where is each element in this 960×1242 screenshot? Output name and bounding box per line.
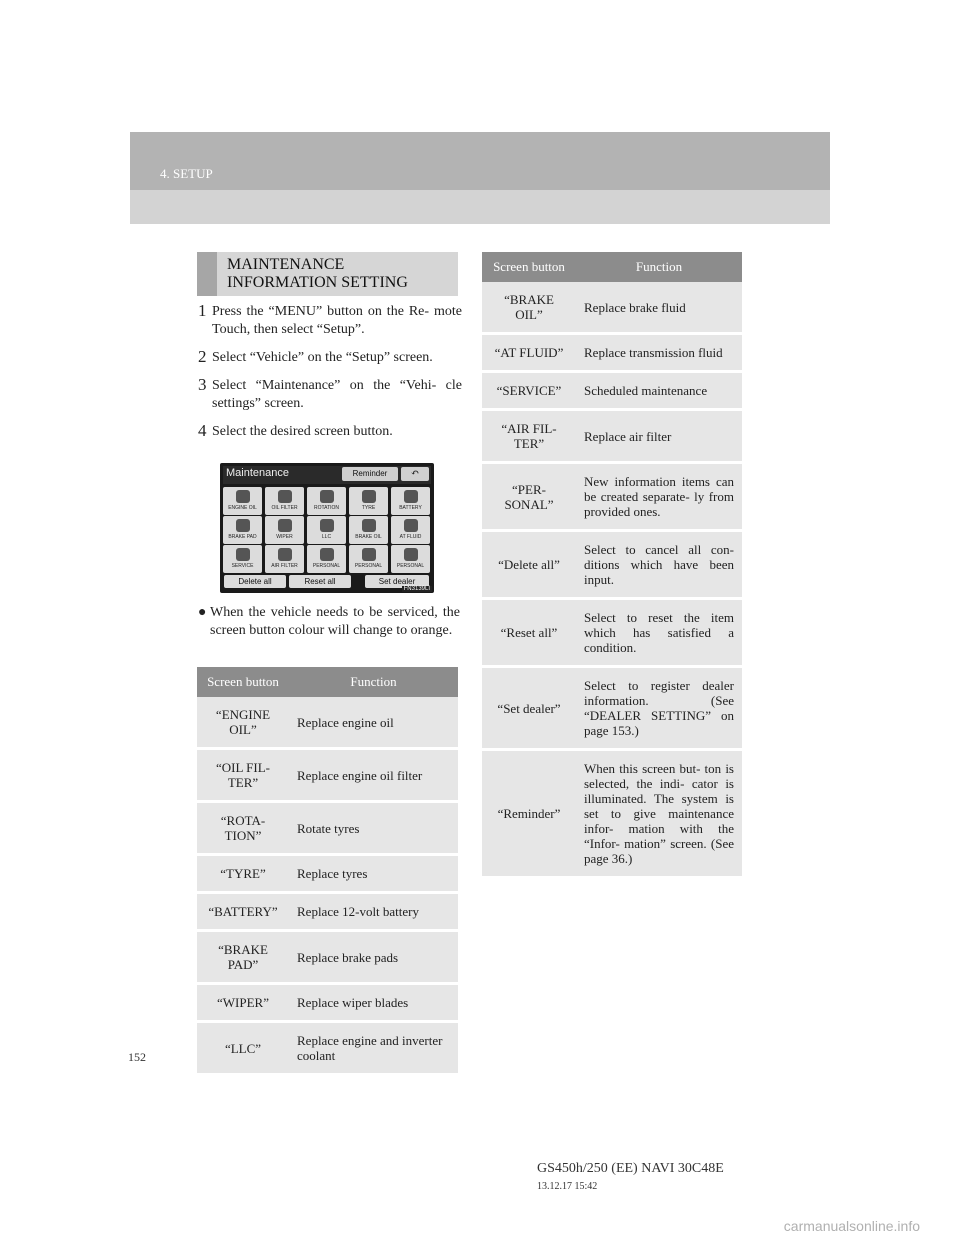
battery-icon [404,490,418,503]
watermark: carmanualsonline.info [783,1218,920,1234]
engine-oil-icon [236,490,250,503]
table-row [197,985,458,1023]
screen-button: BRAKE OIL [349,516,388,544]
button-cell: “TYRE” [197,856,289,894]
function-cell: Select to register dealer information. (See “DEALER SETTING” on page 153.) [576,668,742,751]
button-cell: “AIR FIL- TER” [482,411,576,464]
function-table-2 [482,252,742,879]
back-arrow-icon: ↶ [401,467,429,481]
step-text: Select “Vehicle” on the “Setup” screen. [212,350,433,365]
screen-reminder-button: Reminder [342,467,398,481]
image-code: FN3139LI [403,586,430,592]
section-title: MAINTENANCE INFORMATION SETTING [227,256,408,291]
screen-button: BATTERY [391,487,430,515]
screen-set-dealer: Set dealer [365,575,429,588]
llc-icon [320,519,334,532]
function-cell: New information items can be created separate- ly from provided ones. [576,464,742,532]
function-table-1 [197,667,458,1076]
header-function: Function [289,667,458,697]
screen-title: Maintenance [226,467,289,479]
screen-button: BRAKE PAD [223,516,262,544]
step-number: 4 [198,421,207,440]
screen-reset-all: Reset all [289,575,351,588]
step-text: Select “Maintenance” on the “Vehi- cle settings” screen. [212,378,462,411]
button-cell: “ENGINE OIL” [197,697,289,750]
step-number: 2 [198,347,207,366]
header-band [130,132,830,190]
personal-icon [362,548,376,561]
button-cell: “LLC” [197,1023,289,1076]
section-label: 4. SETUP [160,166,213,181]
screen-button: SERVICE [223,545,262,573]
button-cell: “BRAKE OIL” [482,282,576,335]
step-number: 1 [198,301,207,320]
table-header-row [482,252,742,282]
function-cell: Replace air filter [576,411,742,464]
screen-button: LLC [307,516,346,544]
air-filter-icon [278,548,292,561]
function-cell: Replace wiper blades [289,985,458,1023]
function-cell: Replace 12-volt battery [289,894,458,932]
section-title-box [197,252,458,296]
step-text: Press the “MENU” button on the Re- mote Touch, then select “Setup”. [212,304,462,337]
button-cell: “WIPER” [197,985,289,1023]
wrench-icon [236,548,250,561]
screen-button: AT FLUID [391,516,430,544]
tyre-icon [362,490,376,503]
table-row [197,697,458,750]
table-row [197,932,458,985]
brake-pad-icon [236,519,250,532]
screen-button: ROTATION [307,487,346,515]
function-cell: Scheduled maintenance [576,373,742,411]
function-cell: When this screen but- ton is selected, the indi- cator is illuminated. The system is set to give maintenance infor- mation with the “Infor- mation” screen. (See page 36.) [576,751,742,879]
steps-list [198,303,462,451]
button-cell: “BATTERY” [197,894,289,932]
button-cell: “AT FLUID” [482,335,576,373]
table-row [197,803,458,856]
table-row [482,373,742,411]
screen-button: TYRE [349,487,388,515]
step-3 [198,377,462,413]
function-cell: Replace engine oil [289,697,458,750]
button-cell: “Set dealer” [482,668,576,751]
function-cell: Rotate tyres [289,803,458,856]
bullet-icon: ● [198,605,207,620]
at-fluid-icon [404,519,418,532]
brake-oil-icon [362,519,376,532]
screen-button: PERSONAL [349,545,388,573]
header-function: Function [576,252,742,282]
button-cell: “Delete all” [482,532,576,600]
screen-button: PERSONAL [391,545,430,573]
screen-button: AIR FILTER [265,545,304,573]
table-row [197,894,458,932]
function-cell: Select to reset the item which has satisfied a condition. [576,600,742,668]
table-row [482,532,742,600]
function-cell: Replace tyres [289,856,458,894]
section-title-bar [197,252,217,296]
function-cell: Replace transmission fluid [576,335,742,373]
table-row [482,282,742,335]
screen-button: OIL FILTER [265,487,304,515]
step-2 [198,349,462,367]
function-cell: Replace engine oil filter [289,750,458,803]
header-subband [130,190,830,224]
note [198,604,460,640]
function-cell: Replace brake pads [289,932,458,985]
button-cell: “Reset all” [482,600,576,668]
rotation-icon [320,490,334,503]
table-row [197,750,458,803]
screen-button: WIPER [265,516,304,544]
table-row [482,335,742,373]
table-row [482,411,742,464]
note-text: When the vehicle needs to be serviced, the screen button colour will change to orange. [210,605,460,638]
step-4 [198,423,462,441]
button-cell: “ROTA- TION” [197,803,289,856]
button-cell: “PER- SONAL” [482,464,576,532]
function-cell: Select to cancel all con- ditions which have been input. [576,532,742,600]
button-cell: “SERVICE” [482,373,576,411]
footer-model: GS450h/250 (EE) NAVI 30C48E [537,1161,724,1176]
function-cell: Replace engine and inverter coolant [289,1023,458,1076]
screen-button: ENGINE OIL [223,487,262,515]
header-screen-button: Screen button [482,252,576,282]
maintenance-screen-image [220,463,434,593]
oil-filter-icon [278,490,292,503]
table-row [482,600,742,668]
table-row [197,856,458,894]
step-1 [198,303,462,339]
wiper-icon [278,519,292,532]
personal-icon [320,548,334,561]
screen-delete-all: Delete all [224,575,286,588]
table-row [482,668,742,751]
screen-button: PERSONAL [307,545,346,573]
button-cell: “Reminder” [482,751,576,879]
header-screen-button: Screen button [197,667,289,697]
button-cell: “BRAKE PAD” [197,932,289,985]
page-number: 152 [128,1050,146,1064]
table-header-row [197,667,458,697]
step-text: Select the desired screen button. [212,424,393,439]
personal-icon [404,548,418,561]
table-row [482,464,742,532]
step-number: 3 [198,375,207,394]
button-cell: “OIL FIL- TER” [197,750,289,803]
footer-date: 13.12.17 15:42 [537,1181,598,1192]
table-row [197,1023,458,1076]
table-row [482,751,742,879]
function-cell: Replace brake fluid [576,282,742,335]
